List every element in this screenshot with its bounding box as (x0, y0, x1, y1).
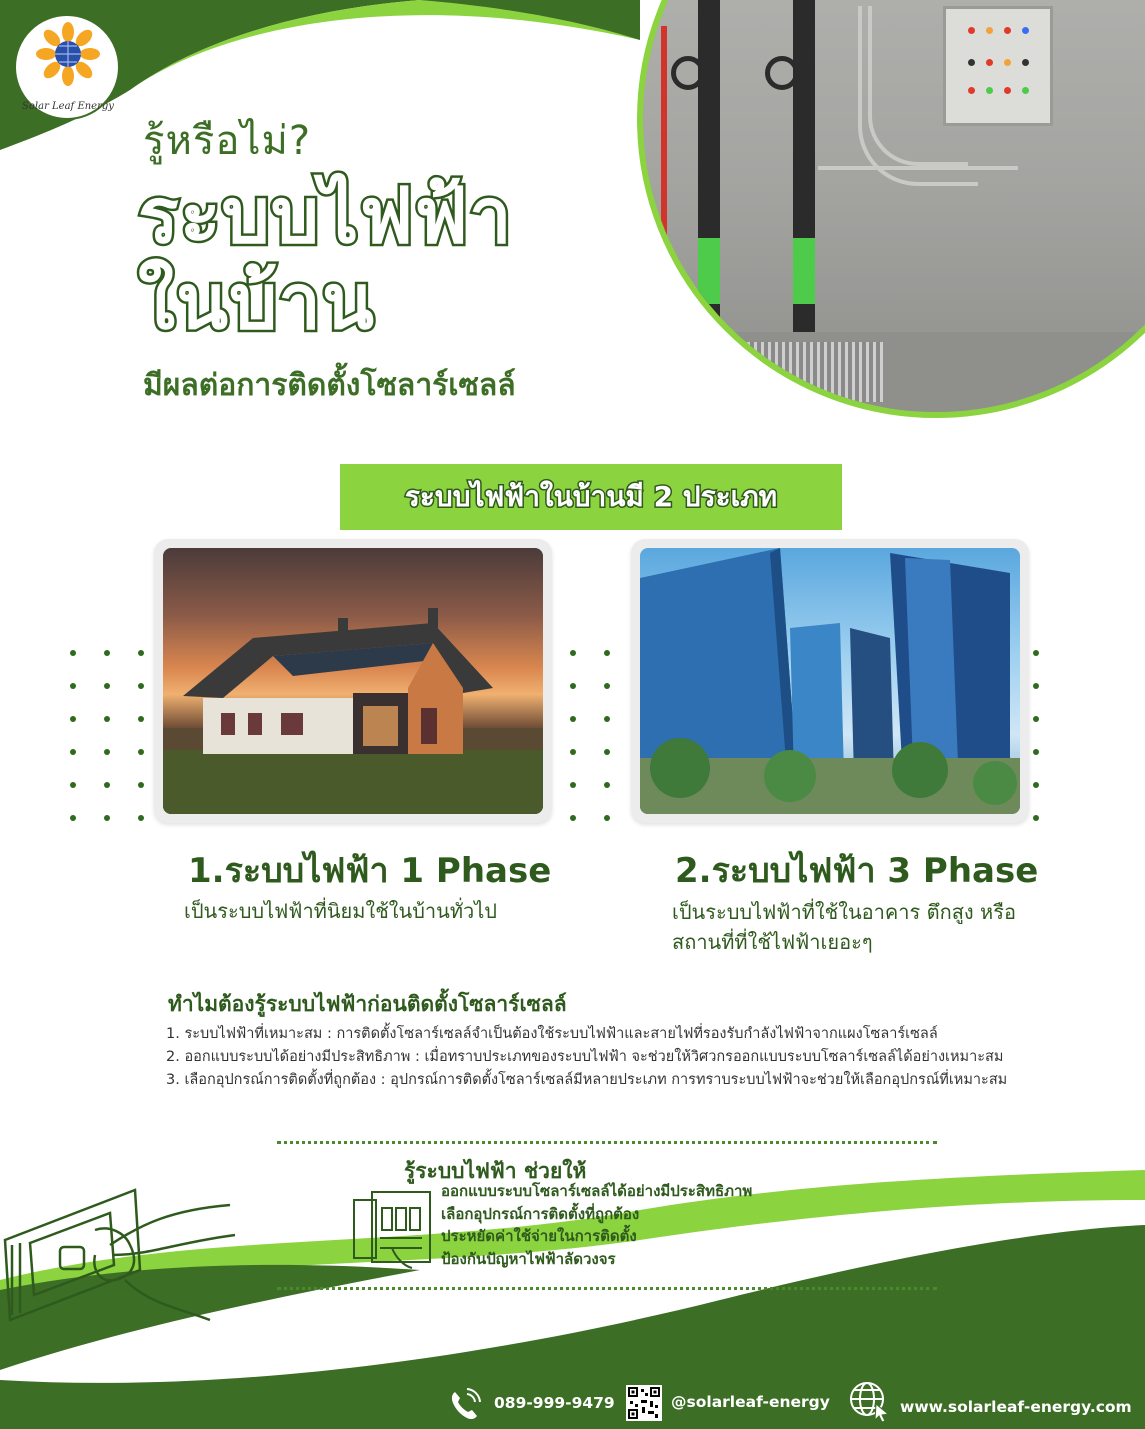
plug-outlet-illustration (0, 1185, 245, 1325)
types-banner (340, 464, 842, 530)
phone-number[interactable]: 089-999-9479 (494, 1394, 615, 1412)
benefit-item: ป้องกันปัญหาไฟฟ้าลัดวงจร (441, 1249, 616, 1268)
why-item: 1. ระบบไฟฟ้าที่เหมาะสม : การติดตั้งโซลาร์เซลล์จำเป็นต้องใช้ระบบไฟฟ้าและสายไฟที่รองรับกำลังไฟฟ้าจากแผงโซลาร์เซลล์ (166, 1026, 938, 1042)
three-phase-desc (672, 897, 1016, 957)
electrical-room-photo (637, 0, 1145, 418)
sunflower-icon (36, 22, 100, 86)
single-phase-desc (184, 896, 497, 926)
single-phase-title: 1.ระบบไฟฟ้า 1 Phase (188, 851, 552, 891)
three-phase-desc-line1: เป็นระบบไฟฟ้าที่ใช้ในอาคาร ตึกสูง หรือ (672, 900, 1016, 924)
why-item: 3. เลือกอุปกรณ์การติดตั้งที่ถูกต้อง : อุปกรณ์การติดตั้งโซลาร์เซลล์มีหลายประเภท การทราบระบบไฟฟ้าจะช่วยให้เลือกอุปกรณ์ที่เหมาะสม (166, 1072, 1008, 1088)
dot-grid-left (70, 650, 144, 821)
benefit-item: ประหยัดค่าใช้จ่ายในการติดตั้ง (441, 1227, 637, 1245)
three-phase-title: 2.ระบบไฟฟ้า 3 Phase (675, 851, 1039, 891)
three-phase-card (631, 539, 1029, 823)
main-title-line1: ระบบไฟฟ้า (138, 171, 513, 260)
why-heading: ทำไมต้องรู้ระบบไฟฟ้าก่อนติดตั้งโซลาร์เซลล์ (168, 992, 567, 1016)
website-link[interactable]: www.solarleaf-energy.com (900, 1398, 1132, 1416)
main-title-line2: ในบ้าน (138, 257, 375, 346)
question-heading: รู้หรือไม่? (143, 118, 312, 164)
benefit-item: เลือกอุปกรณ์การติดตั้งที่ถูกต้อง (441, 1204, 640, 1223)
globe-icon (848, 1380, 890, 1422)
qr-code-icon[interactable] (626, 1385, 662, 1421)
brand-logo (14, 14, 120, 120)
types-banner-text: ระบบไฟฟ้าในบ้านมี 2 ประเภท (404, 480, 778, 513)
why-list (166, 1023, 1126, 1092)
single-phase-card (154, 539, 552, 823)
phone-icon (447, 1388, 481, 1422)
city-photo (640, 548, 1020, 814)
benefits-list (441, 1180, 752, 1270)
benefits-heading: รู้ระบบไฟฟ้า ช่วยให้ (404, 1159, 587, 1183)
single-phase-desc-line1: เป็นระบบไฟฟ้าที่นิยมใช้ในบ้านทั่วไป (184, 899, 497, 923)
benefit-item: ออกแบบระบบโซลาร์เซลล์ได้อย่างมีประสิทธิภาพ (441, 1182, 753, 1200)
dotted-divider-top (277, 1141, 937, 1144)
switchboard-icon (352, 1188, 434, 1270)
social-handle[interactable]: @solarleaf-energy (671, 1393, 830, 1411)
dot-grid-middle (570, 650, 610, 821)
three-phase-desc-line2: สถานที่ที่ใช้ไฟฟ้าเยอะๆ (672, 930, 873, 954)
dotted-divider-bottom (277, 1287, 937, 1290)
subtitle: มีผลต่อการติดตั้งโซลาร์เซลล์ (143, 368, 516, 403)
dot-grid-right (1033, 650, 1039, 821)
house-photo (163, 548, 543, 814)
brand-name: Solar Leaf Energy (22, 101, 114, 112)
why-item: 2. ออกแบบระบบได้อย่างมีประสิทธิภาพ : เมื่อทราบประเภทของระบบไฟฟ้า จะช่วยให้วิศวกรออกแบบระบบโซลาร์เซลล์ได้อย่างเหมาะสม (166, 1049, 1004, 1065)
